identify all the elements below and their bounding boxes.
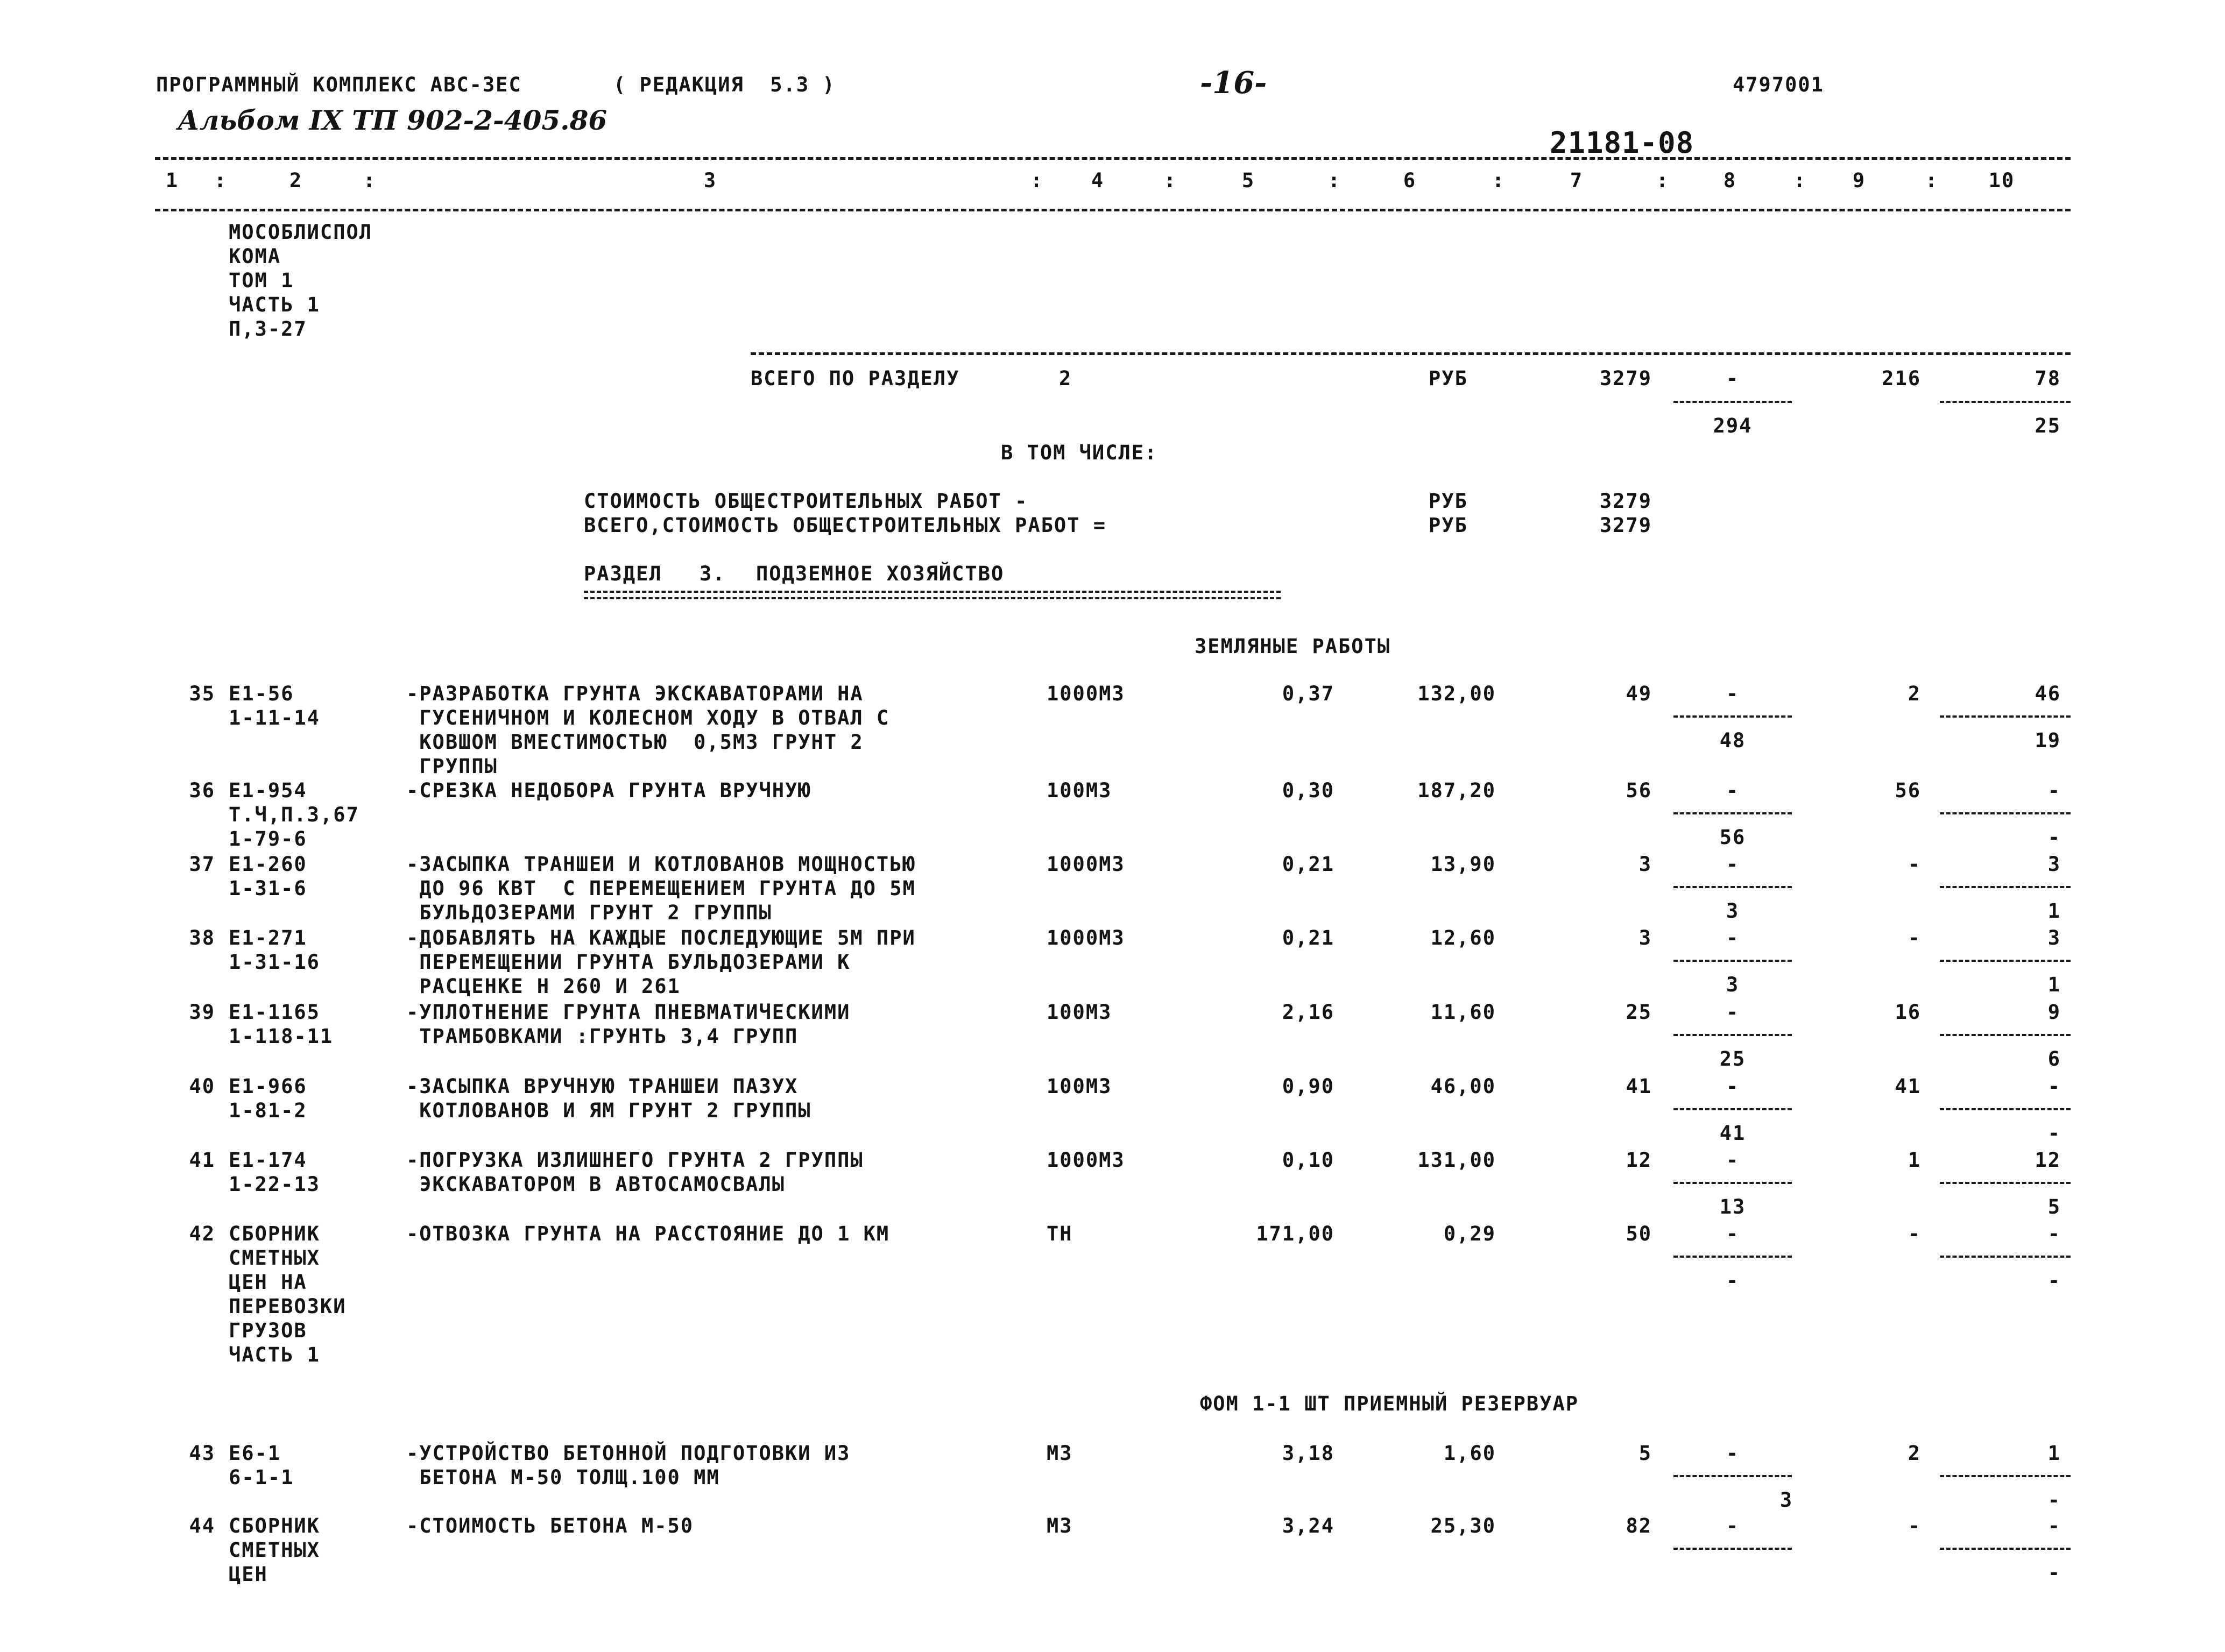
row-code: Е1-954 [229, 779, 307, 802]
including-row-unit: РУБ [1429, 514, 1468, 537]
page-number: -16- [1200, 65, 1267, 101]
row-col10-top: - [2047, 1075, 2061, 1098]
column-number: 6 [1403, 169, 1417, 192]
column-number: 2 [289, 169, 303, 192]
row-code: ЧАСТЬ 1 [229, 1343, 320, 1366]
program-title: ПРОГРАММНЫЙ КОМПЛЕКС АВС-3ЕС [156, 73, 522, 96]
row-number: 35 [189, 682, 215, 705]
row-col10-top: - [2047, 1514, 2061, 1537]
row-col9: - [1908, 853, 1921, 876]
row-price: 12,60 [1430, 926, 1496, 949]
row-cost: 41 [1626, 1075, 1652, 1098]
row-quantity: 0,10 [1282, 1148, 1334, 1172]
column-separator: : [1492, 169, 1506, 192]
total-col10-top: 78 [2035, 367, 2061, 390]
row-col8-top: - [1726, 1442, 1740, 1465]
row-col10-rule [1940, 1034, 2071, 1036]
row-code: Е1-271 [229, 926, 307, 949]
row-description: РАСЦЕНКЕ Н 260 И 261 [406, 975, 681, 998]
section-title-name: ПОДЗЕМНОЕ ХОЗЯЙСТВО [756, 562, 1005, 585]
row-description: -ДОБАВЛЯТЬ НА КАЖДЫЕ ПОСЛЕДУЮЩИЕ 5М ПРИ [406, 926, 916, 949]
row-col8-rule [1673, 1182, 1792, 1184]
row-col8-rule [1673, 886, 1792, 888]
row-col8-rule [1673, 960, 1792, 962]
row-number: 37 [189, 853, 215, 876]
column-number: 9 [1852, 169, 1866, 192]
row-col10-bottom: 19 [2035, 729, 2061, 752]
row-col10-top: 12 [2035, 1148, 2061, 1172]
row-number: 44 [189, 1514, 215, 1537]
row-unit: 1000М3 [1047, 926, 1125, 949]
row-code: СБОРНИК [229, 1514, 320, 1537]
row-quantity: 0,37 [1282, 682, 1334, 705]
source-line: ТОМ 1 [229, 269, 294, 292]
row-price: 131,00 [1417, 1148, 1496, 1172]
row-unit: 1000М3 [1047, 682, 1125, 705]
row-number: 41 [189, 1148, 215, 1172]
row-col8-top: - [1726, 926, 1740, 949]
including-label: В ТОМ ЧИСЛЕ: [1001, 441, 1158, 464]
row-code: 1-22-13 [229, 1173, 320, 1196]
row-col9: - [1908, 926, 1921, 949]
including-row-label: ВСЕГО,СТОИМОСТЬ ОБЩЕСТРОИТЕЛЬНЫХ РАБОТ = [584, 514, 1107, 537]
section-title-underline [584, 591, 1281, 593]
row-col10-top: 3 [2047, 926, 2061, 949]
row-number: 40 [189, 1075, 215, 1098]
row-col8-rule [1673, 812, 1792, 814]
row-description: БУЛЬДОЗЕРАМИ ГРУНТ 2 ГРУППЫ [406, 901, 772, 924]
row-col10-bottom: - [2047, 1488, 2061, 1512]
row-col10-rule [1940, 715, 2071, 718]
row-code: ПЕРЕВОЗКИ [229, 1295, 347, 1318]
row-col10-top: 46 [2035, 682, 2061, 705]
row-col10-rule [1940, 1108, 2071, 1110]
row-col8-bottom: - [1726, 1269, 1740, 1292]
subtitle-reservoir: ФОМ 1-1 ШТ ПРИЕМНЫЙ РЕЗЕРВУАР [1200, 1392, 1579, 1415]
column-number: 10 [1988, 169, 2015, 192]
row-cost: 50 [1626, 1222, 1652, 1245]
row-code: СБОРНИК [229, 1222, 320, 1245]
row-col10-rule [1940, 1475, 2071, 1477]
row-code: СМЕТНЫХ [229, 1538, 320, 1562]
total-rule [751, 352, 2071, 355]
row-description: КОТЛОВАНОВ И ЯМ ГРУНТ 2 ГРУППЫ [406, 1099, 811, 1122]
column-number: 1 [165, 169, 179, 192]
source-line: МОСОБЛИСПОЛ [229, 221, 373, 244]
row-code: Е1-1165 [229, 1001, 320, 1024]
row-col8-bottom: 3 [1726, 973, 1740, 996]
row-col8-top: - [1726, 853, 1740, 876]
including-row-value: 3279 [1599, 490, 1652, 513]
album-title: Альбом IX ТП 902-2-405.86 [178, 104, 608, 136]
row-number: 36 [189, 779, 215, 802]
column-separator: : [1925, 169, 1939, 192]
row-col8-top: - [1726, 682, 1740, 705]
row-code: Е6-1 [229, 1442, 281, 1465]
row-cost: 49 [1626, 682, 1652, 705]
row-code: 1-31-16 [229, 951, 320, 974]
column-separator: : [1656, 169, 1670, 192]
row-description: -СРЕЗКА НЕДОБОРА ГРУНТА ВРУЧНУЮ [406, 779, 811, 802]
total-label: ВСЕГО ПО РАЗДЕЛУ [751, 367, 960, 390]
row-col10-bottom: - [2047, 1269, 2061, 1292]
total-section-number: 2 [1059, 367, 1072, 390]
total-unit: РУБ [1429, 367, 1468, 390]
row-quantity: 2,16 [1282, 1001, 1334, 1024]
row-description: ГУСЕНИЧНОМ И КОЛЕСНОМ ХОДУ В ОТВАЛ С [406, 706, 890, 729]
source-line: КОМА [229, 245, 281, 268]
row-unit: М3 [1047, 1514, 1073, 1537]
row-col10-top: 9 [2047, 1001, 2061, 1024]
column-separator: : [1030, 169, 1044, 192]
row-col8-rule [1673, 1256, 1792, 1258]
row-price: 187,20 [1417, 779, 1496, 802]
row-col8-bottom: 41 [1719, 1122, 1746, 1145]
row-col10-top: - [2047, 1222, 2061, 1245]
row-description: -РАЗРАБОТКА ГРУНТА ЭКСКАВАТОРАМИ НА [406, 682, 864, 705]
row-col10-rule [1940, 1256, 2071, 1258]
row-col8-rule [1673, 1108, 1792, 1110]
total-col8-bottom: 294 [1713, 414, 1753, 437]
row-quantity: 3,18 [1282, 1442, 1334, 1465]
row-code: ЦЕН [229, 1563, 268, 1586]
row-price: 46,00 [1430, 1075, 1496, 1098]
row-description: -СТОИМОСТЬ БЕТОНА М-50 [406, 1514, 694, 1537]
row-description: -ЗАСЫПКА ВРУЧНУЮ ТРАНШЕИ ПАЗУХ [406, 1075, 799, 1098]
row-description: -УПЛОТНЕНИЕ ГРУНТА ПНЕВМАТИЧЕСКИМИ [406, 1001, 851, 1024]
column-number: 5 [1241, 169, 1255, 192]
row-code: Е1-966 [229, 1075, 307, 1098]
sheet-code: 21181-08 [1550, 126, 1694, 160]
row-number: 42 [189, 1222, 215, 1245]
row-col8-top: - [1726, 1148, 1740, 1172]
header-rule-bottom [155, 209, 2071, 211]
row-code: 1-118-11 [229, 1025, 334, 1048]
row-code: Е1-174 [229, 1148, 307, 1172]
row-col8-top: - [1726, 1514, 1740, 1537]
total-col8-top: - [1726, 367, 1740, 390]
row-col10-rule [1940, 960, 2071, 962]
row-unit: М3 [1047, 1442, 1073, 1465]
row-quantity: 171,00 [1256, 1222, 1334, 1245]
total-col9: 216 [1882, 367, 1921, 390]
row-unit: ТН [1047, 1222, 1073, 1245]
row-col9: 41 [1895, 1075, 1921, 1098]
row-unit: 1000М3 [1047, 853, 1125, 876]
row-col9: 1 [1908, 1148, 1921, 1172]
row-col10-rule [1940, 812, 2071, 814]
row-col10-bottom: 5 [2047, 1195, 2061, 1218]
row-description: -ЗАСЫПКА ТРАНШЕИ И КОТЛОВАНОВ МОЩНОСТЬЮ [406, 853, 916, 876]
row-col10-top: 1 [2047, 1442, 2061, 1465]
source-line: П,3-27 [229, 317, 307, 341]
edition-label: ( РЕДАКЦИЯ 5.3 ) [613, 73, 836, 96]
row-col10-bottom: - [2047, 826, 2061, 849]
column-number: 8 [1723, 169, 1737, 192]
header-rule-top [155, 157, 2071, 160]
row-col9: - [1908, 1222, 1921, 1245]
row-col8-rule [1673, 1548, 1792, 1550]
row-code: Т.Ч,П.3,67 [229, 803, 359, 826]
row-quantity: 0,21 [1282, 853, 1334, 876]
row-col10-rule [1940, 886, 2071, 888]
total-cost: 3279 [1599, 367, 1652, 390]
row-col10-rule [1940, 1182, 2071, 1184]
row-col8-bottom: 48 [1719, 729, 1746, 752]
row-col8-top: - [1726, 1075, 1740, 1098]
row-col10-rule [1940, 1548, 2071, 1550]
column-separator: : [1327, 169, 1341, 192]
row-col8-bottom: 3 [1726, 899, 1740, 923]
row-col8-rule [1673, 1034, 1792, 1036]
row-description: ГРУППЫ [406, 755, 498, 778]
row-code: ЦЕН НА [229, 1271, 307, 1294]
total-col8-rule [1673, 401, 1792, 403]
total-col10-rule [1940, 401, 2071, 403]
row-col10-bottom: - [2047, 1561, 2061, 1584]
row-cost: 3 [1638, 926, 1652, 949]
including-row-unit: РУБ [1429, 490, 1468, 513]
row-col10-top: - [2047, 779, 2061, 802]
column-separator: : [1163, 169, 1177, 192]
row-code: 1-11-14 [229, 706, 320, 729]
row-code: 1-31-6 [229, 877, 307, 900]
row-price: 13,90 [1430, 853, 1496, 876]
row-col8-top: - [1726, 779, 1740, 802]
section-title-underline [584, 597, 1281, 599]
row-description: ТРАМБОВКАМИ :ГРУНТЬ 3,4 ГРУПП [406, 1025, 799, 1048]
row-col10-top: 3 [2047, 853, 2061, 876]
section-title-label: РАЗДЕЛ [584, 562, 662, 585]
row-number: 43 [189, 1442, 215, 1465]
including-row-value: 3279 [1599, 514, 1652, 537]
row-description: ДО 96 КВТ С ПЕРЕМЕЩЕНИЕМ ГРУНТА ДО 5М [406, 877, 916, 900]
row-quantity: 0,21 [1282, 926, 1334, 949]
row-price: 11,60 [1430, 1001, 1496, 1024]
row-unit: 1000М3 [1047, 1148, 1125, 1172]
column-number: 7 [1570, 169, 1584, 192]
row-description: ЭКСКАВАТОРОМ В АВТОСАМОСВАЛЫ [406, 1173, 786, 1196]
row-description: -УСТРОЙСТВО БЕТОННОЙ ПОДГОТОВКИ ИЗ [406, 1442, 851, 1465]
row-col8-bottom: 13 [1719, 1195, 1746, 1218]
row-code: ГРУЗОВ [229, 1319, 307, 1342]
column-number: 3 [703, 169, 717, 192]
row-number: 39 [189, 1001, 215, 1024]
row-price: 25,30 [1430, 1514, 1496, 1537]
row-number: 38 [189, 926, 215, 949]
row-code: Е1-260 [229, 853, 307, 876]
row-description: -ОТВОЗКА ГРУНТА НА РАССТОЯНИЕ ДО 1 КМ [406, 1222, 890, 1245]
document-number: 4797001 [1733, 73, 1824, 96]
total-col10-bottom: 25 [2035, 414, 2061, 437]
column-separator: : [1793, 169, 1807, 192]
column-number: 4 [1091, 169, 1105, 192]
row-cost: 82 [1626, 1514, 1652, 1537]
column-separator: : [214, 169, 228, 192]
row-col8-top: - [1726, 1001, 1740, 1024]
row-cost: 25 [1626, 1001, 1652, 1024]
row-col10-bottom: 1 [2047, 973, 2061, 996]
row-code: СМЕТНЫХ [229, 1246, 320, 1270]
row-unit: 100М3 [1047, 1075, 1112, 1098]
row-code: 1-81-2 [229, 1099, 307, 1122]
row-price: 132,00 [1417, 682, 1496, 705]
row-quantity: 0,30 [1282, 779, 1334, 802]
row-description: ПЕРЕМЕЩЕНИИ ГРУНТА БУЛЬДОЗЕРАМИ К [406, 951, 851, 974]
row-col10-bottom: - [2047, 1122, 2061, 1145]
row-description: -ПОГРУЗКА ИЗЛИШНЕГО ГРУНТА 2 ГРУППЫ [406, 1148, 864, 1172]
row-col9: 2 [1908, 682, 1921, 705]
row-unit: 100М3 [1047, 779, 1112, 802]
row-col9: - [1908, 1514, 1921, 1537]
row-description: КОВШОМ ВМЕСТИМОСТЬЮ 0,5М3 ГРУНТ 2 [406, 731, 864, 754]
row-quantity: 0,90 [1282, 1075, 1334, 1098]
row-col8-rule [1673, 1475, 1792, 1477]
column-separator: : [363, 169, 377, 192]
row-quantity: 3,24 [1282, 1514, 1334, 1537]
row-cost: 3 [1638, 853, 1652, 876]
subtitle-earthworks: ЗЕМЛЯНЫЕ РАБОТЫ [1195, 635, 1391, 658]
row-price: 1,60 [1443, 1442, 1496, 1465]
row-price: 0,29 [1443, 1222, 1496, 1245]
row-code: 1-79-6 [229, 827, 307, 850]
row-unit: 100М3 [1047, 1001, 1112, 1024]
row-col8-top: - [1726, 1222, 1740, 1245]
row-col10-bottom: 1 [2047, 899, 2061, 923]
row-col8-bottom: 3 [1779, 1488, 1793, 1512]
row-col8-rule [1673, 715, 1792, 718]
row-col8-bottom: 25 [1719, 1047, 1746, 1070]
row-col9: 56 [1895, 779, 1921, 802]
section-title-number: 3. [700, 562, 726, 585]
row-cost: 12 [1626, 1148, 1652, 1172]
row-col9: 2 [1908, 1442, 1921, 1465]
row-code: 6-1-1 [229, 1466, 294, 1489]
source-line: ЧАСТЬ 1 [229, 293, 320, 316]
row-description: БЕТОНА М-50 ТОЛЩ.100 ММ [406, 1466, 720, 1489]
including-row-label: СТОИМОСТЬ ОБЩЕСТРОИТЕЛЬНЫХ РАБОТ - [584, 490, 1028, 513]
row-code: Е1-56 [229, 682, 294, 705]
row-cost: 5 [1638, 1442, 1652, 1465]
row-col8-bottom: 56 [1719, 826, 1746, 849]
row-col9: 16 [1895, 1001, 1921, 1024]
row-col10-bottom: 6 [2047, 1047, 2061, 1070]
row-cost: 56 [1626, 779, 1652, 802]
